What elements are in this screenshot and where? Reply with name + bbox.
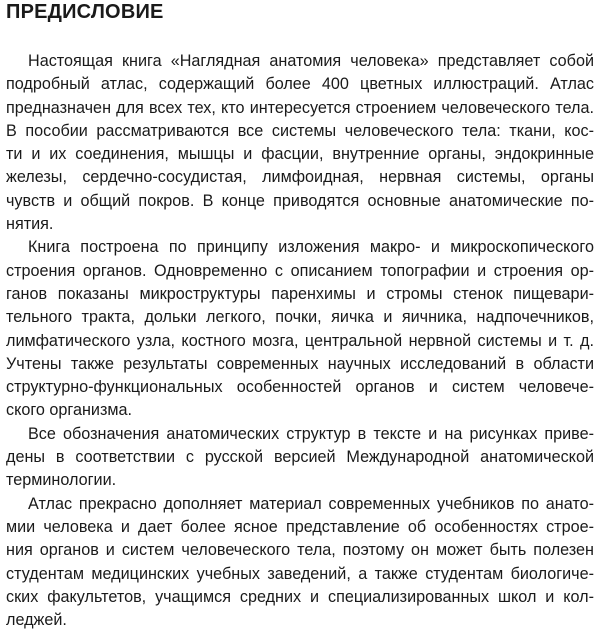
- text-line: ских факультетов, учащимся средних и специализированных школ и кол-: [6, 587, 594, 606]
- text-line: ния органов и систем человеческого тела, поэтому он может быть полезен: [6, 541, 594, 560]
- paragraph-2: [6, 236, 594, 422]
- text-line: ти и их соединения, мышцы и фасции, внутренние органы, эндокринные: [6, 145, 594, 164]
- paragraph-4: [6, 493, 594, 632]
- text-line: Настоящая книга «Наглядная анатомия человека» представляет собой: [28, 52, 594, 70]
- text-line: предназначен для всех тех, кто интересуется строением человеческого тела.: [6, 98, 594, 117]
- document-page: [6, 0, 594, 632]
- text-line: подробный атлас, содержащий более 400 цветных иллюстраций. Атлас: [6, 75, 594, 94]
- text-line: строения органов. Одновременно с описанием топографии и строения ор-: [6, 261, 594, 280]
- text-line: студентам медицинских учебных заведений, а также студентам биологиче-: [6, 564, 594, 583]
- text-line: мии человека и дает более ясное представление об особенностях строе-: [6, 517, 594, 536]
- text-line: тельного тракта, дольки легкого, почки, яичка и яичника, надпочечников,: [6, 308, 594, 327]
- text-line: терминологии.: [6, 471, 117, 490]
- paragraph-3: [6, 423, 594, 493]
- text-line: структурно-функциональных особенностей органов и систем человече-: [6, 378, 594, 397]
- text-line: ганов показаны микроструктуры паренхимы и стромы стенок пищевари-: [6, 284, 594, 303]
- text-line: дены в соответствии с русской версией Международной анатомической: [6, 448, 594, 467]
- text-line: В пособии рассматриваются все системы человеческого тела: ткани, кос-: [6, 121, 594, 140]
- text-line: чувств и общий покров. В конце приводятся основные анатомические по-: [6, 191, 594, 210]
- text-line: железы, сердечно-сосудистая, лимфоидная, нервная системы, органы: [6, 168, 594, 187]
- page-title: ПРЕДИСЛОВИЕ: [6, 1, 164, 23]
- paragraph-1: [6, 50, 594, 236]
- text-line: Книга построена по принципу изложения макро- и микроскопического: [28, 238, 594, 257]
- text-line: Все обозначения анатомических структур в тексте и на рисунках приве-: [28, 424, 594, 443]
- text-line: ского организма.: [6, 401, 132, 420]
- text-line: Учтены также результаты современных научных исследований в области: [6, 354, 594, 373]
- text-line: лимфатического узла, костного мозга, центральной нервной системы и т. д.: [6, 331, 594, 350]
- text-line: леджей.: [6, 611, 67, 630]
- text-line: Атлас прекрасно дополняет материал современных учебников по анато-: [28, 494, 594, 513]
- text-line: нятия.: [6, 215, 54, 234]
